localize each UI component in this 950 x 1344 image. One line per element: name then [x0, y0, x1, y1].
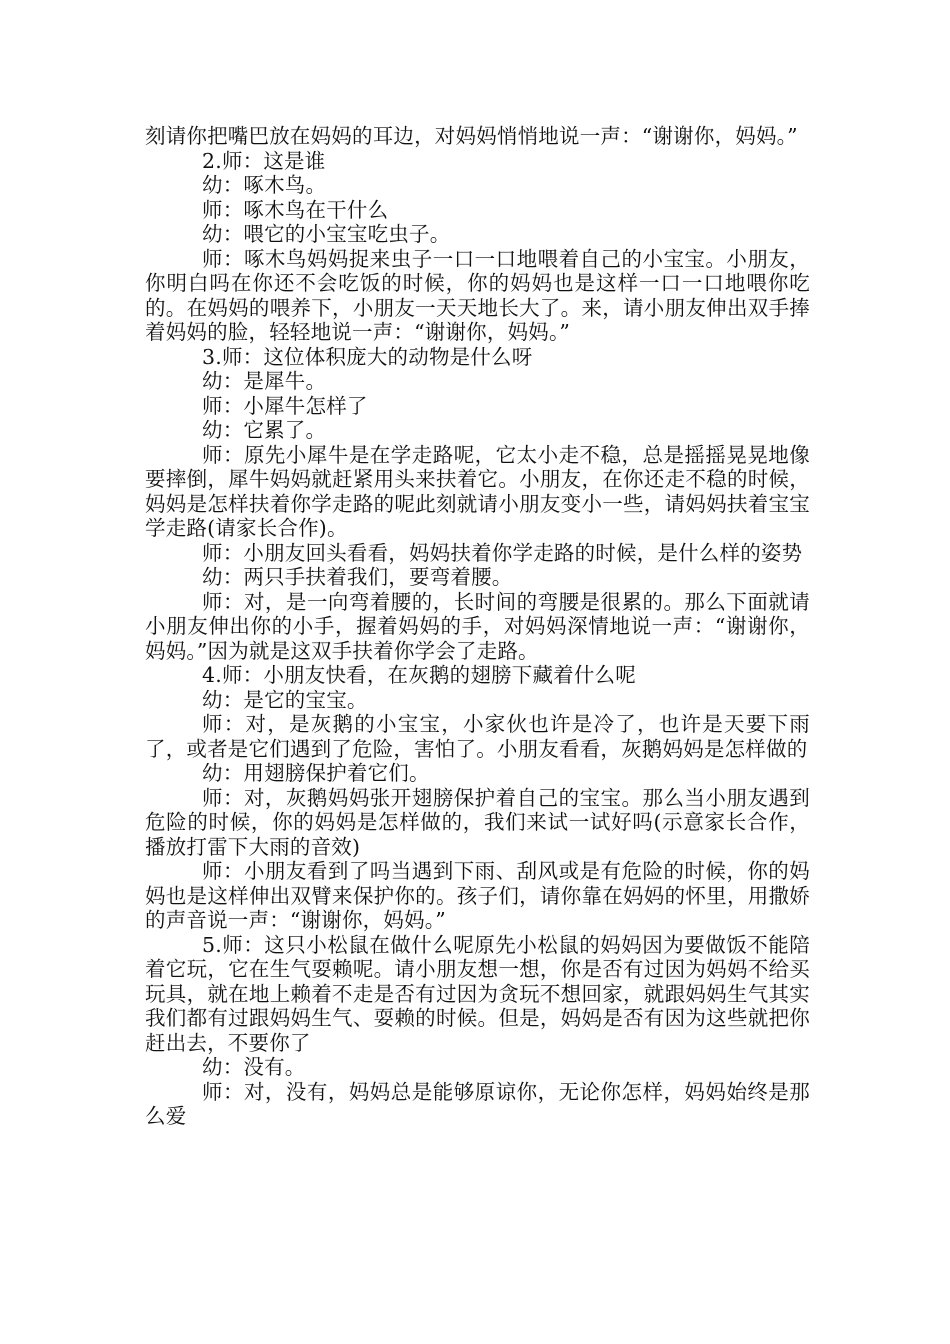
paragraph: 3.师：这位体积庞大的动物是什么呀	[202, 344, 533, 369]
paragraph: 师：啄木鸟妈妈捉来虫子一口一口地喂着自己的小宝宝。小朋友，你明白吗在你还不会吃饭的时候，你的妈妈也是这样一口一口地喂你吃的。在妈妈的喂养下，小朋友一天天地长大了。来，请小朋友伸出双手捧着妈妈的脸，轻轻地说一声：“谢谢你，妈妈。”	[145, 246, 810, 344]
paragraph: 幼：没有。	[202, 1055, 306, 1079]
paragraph: 幼：它累了。	[202, 418, 327, 442]
paragraph: 幼：两只手扶着我们，要弯着腰。	[202, 565, 513, 589]
paragraph: 4.师：小朋友快看，在灰鹅的翅膀下藏着什么呢	[202, 663, 636, 687]
paragraph: 2.师：这是谁	[202, 148, 326, 173]
paragraph: 师：对，没有，妈妈总是能够原谅你，无论你怎样，妈妈始终是那么爱	[145, 1079, 810, 1128]
paragraph: 师：小犀牛怎样了	[202, 393, 368, 418]
paragraph: 师：对，是一向弯着腰的，长时间的弯腰是很累的。那么下面就请小朋友伸出你的小手，握着妈妈的手，对妈妈深情地说一声：“谢谢你，妈妈。”因为就是这双手扶着你学会了走路。	[145, 589, 810, 663]
paragraph: 5.师：这只小松鼠在做什么呢原先小松鼠的妈妈因为要做饭不能陪着它玩，它在生气耍赖呢。请小朋友想一想，你是否有过因为妈妈不给买玩具，就在地上赖着不走是否有过因为贪玩不想回家，就跟妈妈生气其实我们都有过跟妈妈生气、耍赖的时候。但是，妈妈是否有因为这些就把你赶出去，不要你了	[145, 932, 810, 1055]
paragraph: 刻请你把嘴巴放在妈妈的耳边，对妈妈悄悄地说一声：“谢谢你，妈妈。”	[145, 124, 798, 148]
document-body	[145, 124, 810, 1129]
paragraph: 师：对，是灰鹅的小宝宝，小家伙也许是冷了，也许是天要下雨了，或者是它们遇到了危险，害怕了。小朋友看看，灰鹅妈妈是怎样做的	[145, 712, 810, 761]
paragraph: 师：小朋友回头看看，妈妈扶着你学走路的时候，是什么样的姿势	[202, 540, 803, 565]
paragraph: 师：原先小犀牛是在学走路呢，它太小走不稳，总是摇摇晃晃地像要摔倒，犀牛妈妈就赶紧用头来扶着它。小朋友，在你还走不稳的时候，妈妈是怎样扶着你学走路的呢此刻就请小朋友变小一些，请妈妈扶着宝宝学走路(请家长合作)。	[145, 442, 810, 540]
paragraph: 师：小朋友看到了吗当遇到下雨、刮风或是有危险的时候，你的妈妈也是这样伸出双臂来保护你的。孩子们，请你靠在妈妈的怀里，用撒娇的声音说一声：“谢谢你，妈妈。”	[145, 859, 810, 932]
paragraph: 幼：喂它的小宝宝吃虫子。	[202, 222, 451, 246]
paragraph: 幼：啄木鸟。	[202, 173, 327, 197]
paragraph: 幼：是它的宝宝。	[202, 687, 368, 712]
paragraph: 幼：用翅膀保护着它们。	[202, 761, 430, 785]
paragraph: 师：啄木鸟在干什么	[202, 197, 389, 222]
paragraph: 幼：是犀牛。	[202, 369, 327, 393]
paragraph: 师：对，灰鹅妈妈张开翅膀保护着自己的宝宝。那么当小朋友遇到危险的时候，你的妈妈是怎样做的，我们来试一试好吗(示意家长合作，播放打雷下大雨的音效)	[145, 785, 810, 859]
